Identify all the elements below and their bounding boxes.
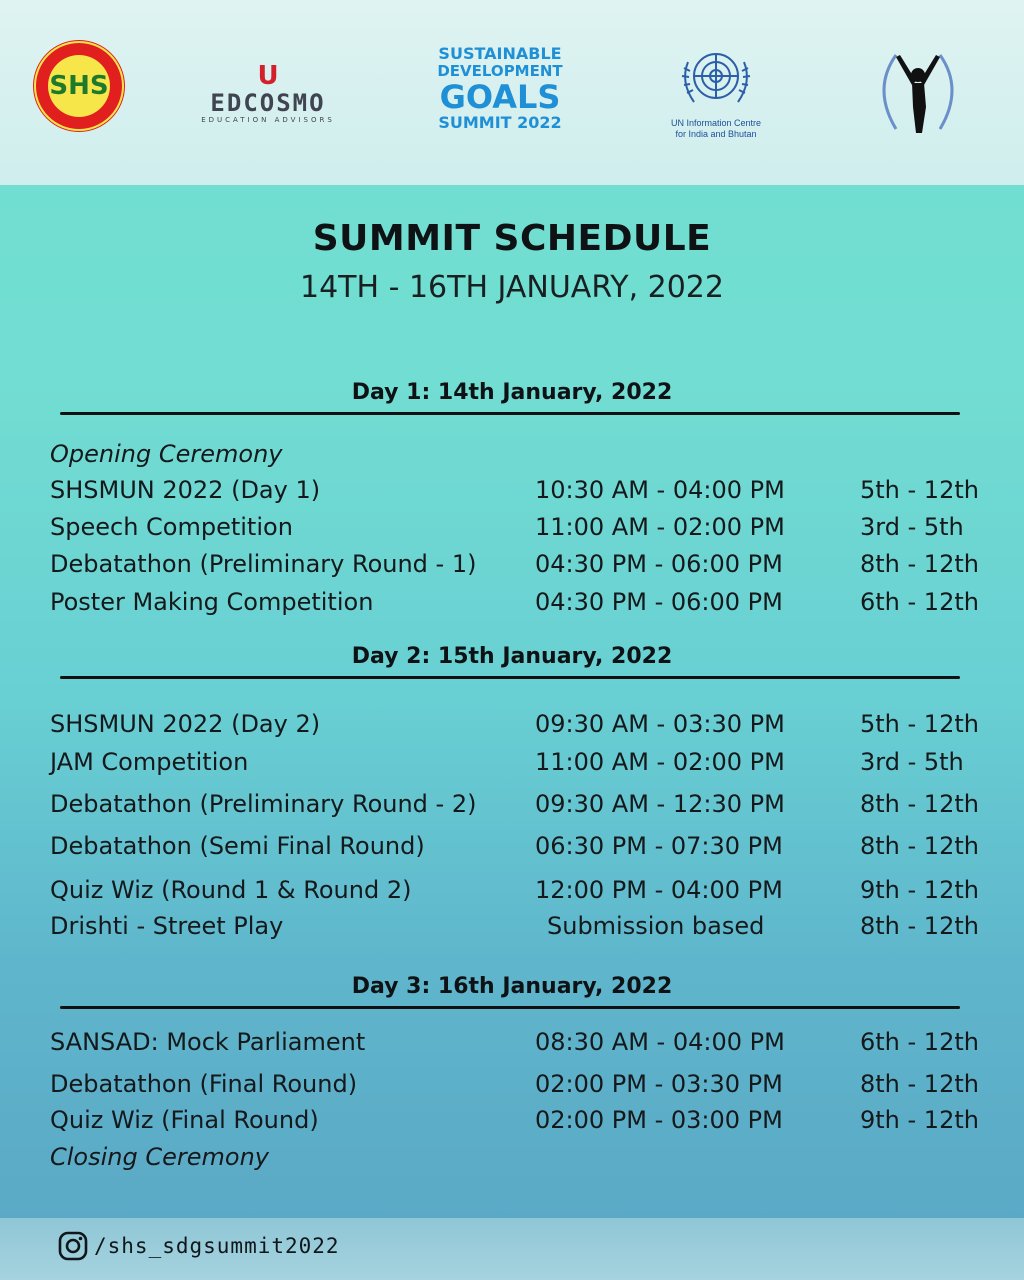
- page-subtitle: 14TH - 16TH JANUARY, 2022: [300, 270, 724, 305]
- day-2-heading: Day 2: 15th January, 2022: [351, 644, 673, 669]
- edcosmo-logo: [183, 62, 353, 132]
- raised-arms-figure-icon: [866, 45, 970, 137]
- school-seal-icon: [33, 40, 125, 132]
- event-time: 08:30 AM - 04:00 PM: [535, 1028, 785, 1056]
- schedule-row: [0, 588, 1024, 622]
- day-1-divider: [60, 412, 960, 415]
- event-grades: 8th - 12th: [860, 912, 979, 940]
- event-name: Drishti - Street Play: [50, 912, 284, 940]
- event-name: SHSMUN 2022 (Day 1): [50, 476, 321, 504]
- instagram-icon: [58, 1231, 88, 1261]
- event-grades: 8th - 12th: [860, 790, 979, 818]
- event-name: Debatathon (Preliminary Round - 2): [50, 790, 477, 818]
- edcosmo-tagline: EDUCATION ADVISORS: [201, 116, 335, 124]
- sdg-summit-logo: [430, 45, 570, 132]
- schedule-row: [0, 476, 1024, 510]
- event-name: Poster Making Competition: [50, 588, 374, 616]
- event-time: 04:30 PM - 06:00 PM: [535, 588, 783, 616]
- event-name: Quiz Wiz (Round 1 & Round 2): [50, 876, 412, 904]
- event-time: 06:30 PM - 07:30 PM: [535, 832, 783, 860]
- sdg-line-2: DEVELOPMENT: [437, 62, 563, 80]
- edcosmo-wordmark: EDCOSMO: [210, 89, 326, 117]
- sdg-line-4: SUMMIT 2022: [438, 113, 562, 132]
- schedule-row: [0, 876, 1024, 910]
- event-time: 10:30 AM - 04:00 PM: [535, 476, 785, 504]
- schedule-row: [0, 513, 1024, 547]
- event-time: 11:00 AM - 02:00 PM: [535, 513, 785, 541]
- event-grades: 9th - 12th: [860, 876, 979, 904]
- schedule-row: [0, 1028, 1024, 1062]
- event-grades: 8th - 12th: [860, 550, 979, 578]
- schedule-row: [0, 1070, 1024, 1104]
- event-grades: 6th - 12th: [860, 588, 979, 616]
- event-name: Closing Ceremony: [50, 1143, 269, 1171]
- day-3-divider: [60, 1006, 960, 1009]
- event-time: 09:30 AM - 03:30 PM: [535, 710, 785, 738]
- edcosmo-mark: U: [257, 61, 279, 91]
- event-time: 12:00 PM - 04:00 PM: [535, 876, 783, 904]
- schedule-row: [0, 790, 1024, 824]
- instagram-handle[interactable]: [58, 1229, 340, 1263]
- event-grades: 5th - 12th: [860, 476, 979, 504]
- schedule-row: [0, 832, 1024, 866]
- event-time: Submission based: [547, 912, 765, 940]
- schedule-row: [0, 1143, 1024, 1177]
- event-name: SHSMUN 2022 (Day 2): [50, 710, 321, 738]
- event-name: SANSAD: Mock Parliament: [50, 1028, 366, 1056]
- event-time: 02:00 PM - 03:00 PM: [535, 1106, 783, 1134]
- sdg-line-1: SUSTAINABLE: [438, 44, 562, 63]
- event-time: 09:30 AM - 12:30 PM: [535, 790, 785, 818]
- event-time: 02:00 PM - 03:30 PM: [535, 1070, 783, 1098]
- day-2-divider: [60, 676, 960, 679]
- day-3-heading: Day 3: 16th January, 2022: [351, 974, 673, 999]
- event-time: 11:00 AM - 02:00 PM: [535, 748, 785, 776]
- schedule-row: [0, 440, 1024, 474]
- event-grades: 5th - 12th: [860, 710, 979, 738]
- event-name: Opening Ceremony: [50, 440, 283, 468]
- un-logo: [655, 42, 777, 140]
- schedule-row: [0, 710, 1024, 744]
- event-grades: 3rd - 5th: [860, 513, 964, 541]
- page-title: SUMMIT SCHEDULE: [312, 218, 712, 259]
- event-grades: 8th - 12th: [860, 1070, 979, 1098]
- event-name: Quiz Wiz (Final Round): [50, 1106, 319, 1134]
- sdg-line-3: GOALS: [439, 78, 561, 116]
- un-caption-2: for India and Bhutan: [675, 129, 757, 139]
- event-name: Debatathon (Final Round): [50, 1070, 358, 1098]
- event-grades: 3rd - 5th: [860, 748, 964, 776]
- event-name: Speech Competition: [50, 513, 293, 541]
- event-name: JAM Competition: [50, 748, 249, 776]
- instagram-handle-text: /shs_sdgsummit2022: [94, 1234, 340, 1258]
- schedule-row: [0, 1106, 1024, 1140]
- un-globe-icon: [674, 42, 758, 114]
- event-time: 04:30 PM - 06:00 PM: [535, 550, 783, 578]
- event-grades: 6th - 12th: [860, 1028, 979, 1056]
- schedule-row: [0, 748, 1024, 782]
- event-grades: 9th - 12th: [860, 1106, 979, 1134]
- event-name: Debatathon (Preliminary Round - 1): [50, 550, 477, 578]
- un-caption-1: UN Information Centre: [670, 118, 762, 128]
- day-1-heading: Day 1: 14th January, 2022: [351, 380, 673, 405]
- schedule-row: [0, 912, 1024, 946]
- school-seal-monogram: SHS: [49, 71, 109, 101]
- event-name: Debatathon (Semi Final Round): [50, 832, 425, 860]
- schedule-row: [0, 550, 1024, 584]
- event-grades: 8th - 12th: [860, 832, 979, 860]
